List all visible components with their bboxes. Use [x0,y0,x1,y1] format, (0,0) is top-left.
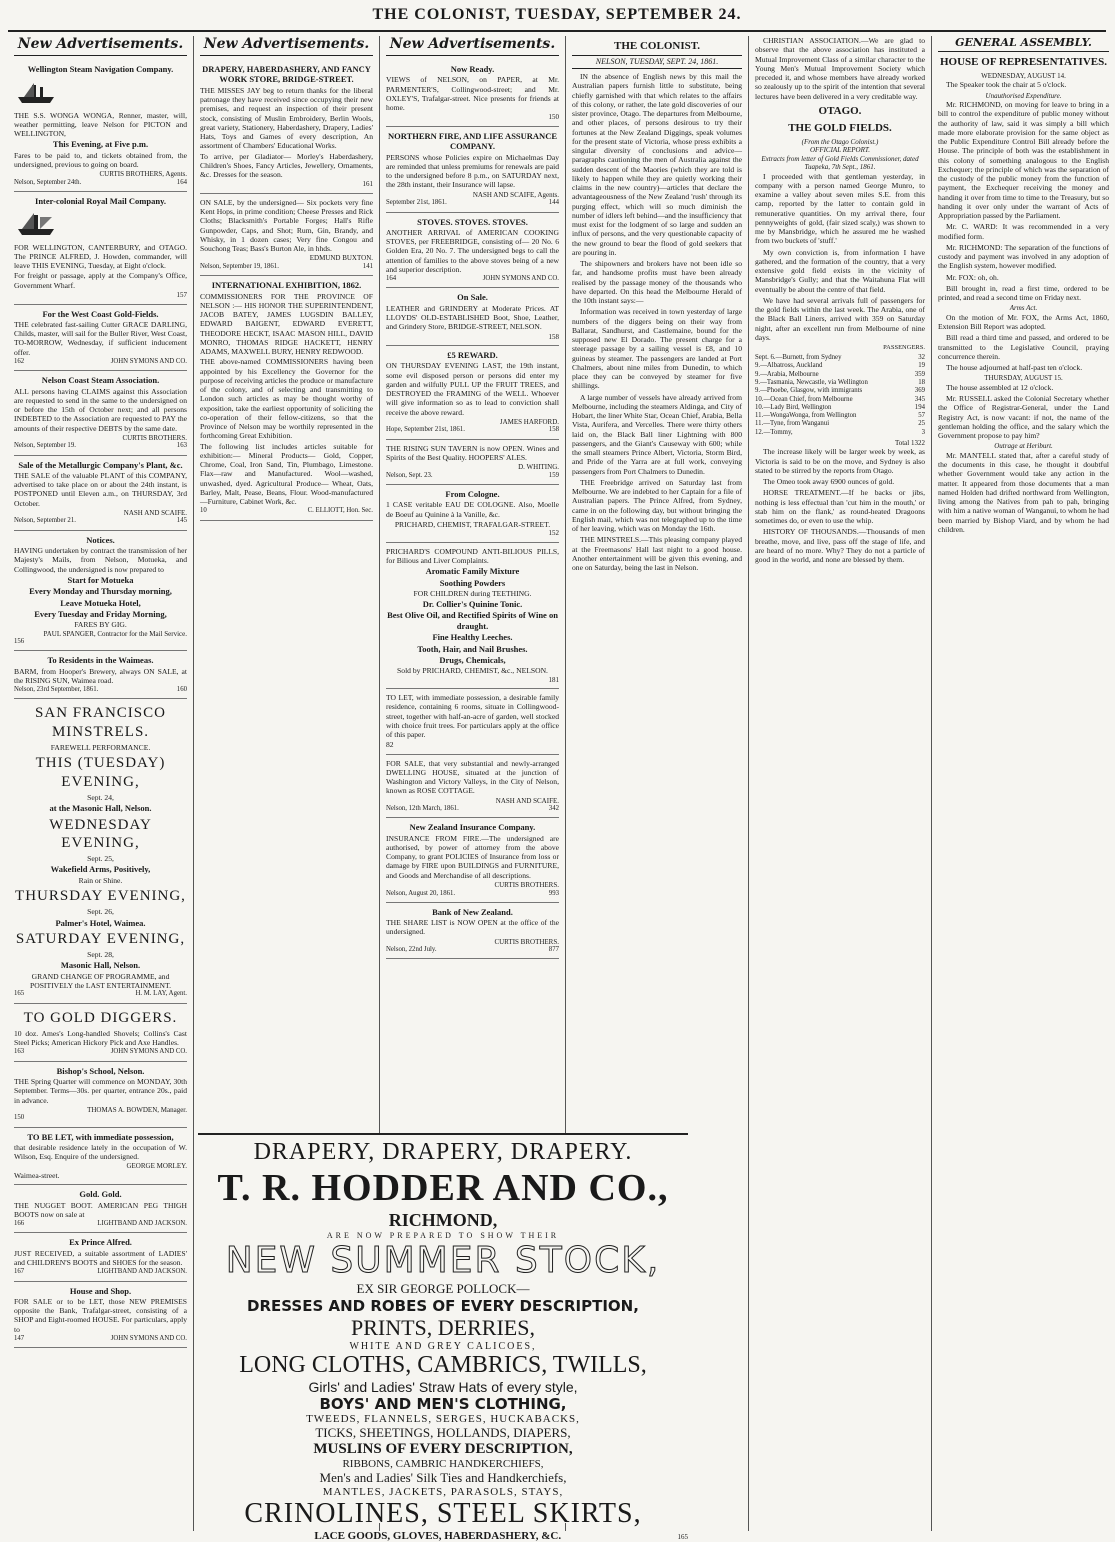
article-paragraph: The Omeo took away 6900 ounces of gold. [763,477,895,487]
passenger-count: 359 [914,370,925,378]
ad-title: DRAPERY, HABERDASHERY, AND FANCY WORK STORE, BRIDGE-STREET. [202,64,371,85]
ad-item-note: FOR CHILDREN during TEETHING. [413,588,532,598]
ad-body: VIEWS of NELSON, on PAPER, at Mr. PARMENTER'S, Collingwood-street; and Mr. OXLEY'S, Trafalgar-street. Nice presents for friends at home. [386,75,559,113]
ad-number: 167 [14,1268,25,1276]
ad-body: TO LET, with immediate possession, a desirable family residence, containing 6 rooms, situate in Collingwood-street, together with half-an-acre of garden, well stocked with choice fruit trees. For particulars apply at the office of this paper. [386,693,559,740]
ad-date: Hope, September 21st, 1861. [386,426,465,434]
ad-item: Soothing Powders [439,577,506,588]
passenger-route: 9.—Phoebe, Glasgow, with immigrants [755,387,863,395]
ad-reward [386,346,559,440]
event-day: WEDNESDAY EVENING, [49,816,152,851]
ad-body: THE SALE of the valuable PLANT of this COMPANY, advertised to take place on or about the 24th instant, is POSTPONED until Eleven a.m., on THURSDAY, 3rd October. [14,470,187,508]
article-paragraph: We have had several arrivals full of passengers for the gold fields within the last week. The Arabia, one of the Black Ball Liners, arrived with 359 on Saturday night, after an excellent run from Melbourne of nine days. [755,295,925,342]
ad-body: 1 CASE veritable EAU DE COLOGNE. Also, Moelle de Boeuf au Quinine à la Vanille, &c. [386,500,559,519]
editorial-title: THE COLONIST. [614,40,700,52]
ad-item: Aromatic Family Mixture [425,566,520,577]
ad-for-sale [386,755,559,819]
article-paragraph: My own conviction is, from information I have gathered, and the formation of the country, that a very extensive gold field exists in the vicinity of Mansbridge's Gully; and that the Waitahuna Flat will eventually be about the centre of that field. [755,247,925,294]
ad-body: ANOTHER ARRIVAL of AMERICAN COOKING STOVES, per FREEBRIDGE, consisting of— 20 No. 6 Golden Era, 20 No. 7. The undersigned begs to call the attention of families to the above stoves being of a new and superior description. [386,227,559,274]
ad-title: Wellington Steam Navigation Company. [27,64,174,75]
steamship-icon [14,209,58,237]
article-paragraph: THE MINSTRELS.—This pleasing company played at the Freemasons' Hall last night to a good house. Another entertainment will be given this evening, and one on Saturday, being the last in Nelson. [572,535,742,573]
ad-title: TO GOLD DIGGERS. [23,1009,178,1026]
ad-number: 158 [548,426,559,434]
passenger-count: 194 [914,403,925,411]
ad-body: THE S.S. WONGA WONGA, Renner, master, will, weather permitting, leave Nelson for PICTON and WELLINGTON, [14,110,187,139]
ad-number: 144 [548,199,559,207]
passenger-count: 19 [918,362,925,370]
ad-title: SAN FRANCISCO MINSTRELS. [35,705,166,740]
ad-date: September 21st, 1861. [386,199,447,207]
ad-item: Fine Healthy Leeches. [432,632,513,643]
ad-note: For freight or passage, apply at the Company's Office, Government Wharf. [14,271,187,290]
ad-title: Bank of New Zealand. [432,906,513,917]
ad-misses-jay [200,60,373,194]
ad-number: 145 [176,517,187,525]
article-paragraph: HISTORY OF THOUSANDS.—Thousands of men breathe, move, and live, pass off the stage of life, and are heard of no more. Why? They do not a particle of good in the world, and none are blessed by them. [755,527,925,565]
ad-west-coast [14,305,187,372]
event-date: Sept. 26, [87,907,114,917]
ad-date: Nelson, August 20, 1861. [386,889,456,897]
ad-agent: PAUL SPANGER, Contractor for the Mail Service. [43,629,187,638]
hodder-line: DRAPERY, DRAPERY, DRAPERY. [253,1139,633,1165]
hodder-line: CRINOLINES, STEEL SKIRTS, [244,1498,642,1529]
passenger-route: 9.—Albatross, Auckland [755,362,823,370]
ad-title: Inter-colonial Royal Mail Company. [35,196,166,207]
ad-agent: JOHN SYMONS AND CO. [482,275,559,283]
ad-title: New Zealand Insurance Company. [409,822,536,833]
ad-rising-sun [386,440,559,485]
ad-line: Every Monday and Thursday morning, [29,586,172,597]
ad-title: NORTHERN FIRE, AND LIFE ASSURANCE COMPANY. [387,130,558,152]
article-subhead: Unauthorised Expenditure. [985,91,1062,100]
ad-agent: CURTIS BROTHERS. [494,937,559,946]
passenger-count: 25 [918,420,925,428]
ad-body: THE Spring Quarter will commence on MONDAY, 30th September. Terms—30s. per quarter, entrance 20s., paid in advance. [14,1077,187,1105]
hodder-line: MUSLINS OF EVERY DESCRIPTION, [313,1441,573,1457]
hodder-line: TWEEDS, FLANNELS, SERGES, HUCKABACKS, [306,1413,580,1425]
ad-title: For the West Coast Gold-Fields. [42,308,159,319]
ad-number: 158 [548,332,559,341]
steamship-icon [14,77,58,105]
ad-number: 161 [362,180,373,189]
ad-body: THE RISING SUN TAVERN is now OPEN. Wines and Spirits of the Best Quality. HOOPERS' ALES. [386,443,559,462]
ad-date: Nelson, September 19. [14,442,76,450]
column-heading: New Advertisements. [386,36,559,56]
article-paragraph: Mr. RICHMOND, on moving for leave to bring in a bill to control the expenditure of public money without the authority of law, said it was simply a bill which made more elaborate provision for the same object as the Public Expenditure Control Bill already before the House. The principle of both was the establishment in this colony of something analogous to the English Exchequer; the principle of which was the separation of the custody of the public money from the function of payment, the Exchequer receiving the money and handing it over from time to time to the Treasury, but so handing it over only under the warrant of Acts of Appropriation passed by the Parliament. [938,100,1109,221]
ad-number: 165 [14,990,25,998]
article-paragraph: Mr. FOX: oh, oh. [946,272,999,282]
ad-body: THE MISSES JAY beg to return thanks for the liberal patronage they have received since occupying their new premises, and request an inspection of their present stock, consisting of Muslin Embroidery, Berlin Wools, great variety, Stationery, Haberdashery, Drapery, Ladies' Hats, Toys and Games of every description, An assortment of Chambers' Educational Works. [200,85,373,151]
ad-agent: H. M. LAY, Agent. [135,990,187,998]
passenger-count: 57 [918,412,925,420]
ad-title: £5 REWARD. [447,350,498,361]
ad-item: Tooth, Hair, and Nail Brushes. [417,643,528,654]
article-extract: Extracts from letter of Gold Fields Commissioner, dated Tuapeka, 7th Sept., 1861. [761,154,919,172]
passenger-route: 9.—Arabia, Melbourne [755,370,819,378]
event-note: POSITIVELY the LAST ENTERTAINMENT. [29,981,172,991]
ad-body: JUST RECEIVED, a suitable assortment of LADIES' and CHILDREN'S BOOTS and SHOES for the season. [14,1248,187,1267]
ad-body: ON SALE, by the undersigned— Six pockets very fine Kent Hops, in prime condition; Cheese Presses and Rick Cloths; Blacksmith's Portable Forges; Hall's Rifle Gunpowder, Caps, and Shot; Rum, Gin, Brandy, and Whisky, in 1 dozen cases; Very fine Congou and Souchong Teas; Bass's Burton Ale, in hhds. [200,197,373,254]
ad-note: Fares to be paid to, and tickets obtained from, the undersigned, previous to going on board. [14,150,187,170]
passenger-row [755,429,925,437]
hodder-line: LACE GOODS, GLOVES, HABERDASHERY, &C. [314,1530,562,1542]
ad-line: Leave Motueka Hotel, [60,597,141,608]
event-note: Rain or Shine. [78,875,123,885]
ad-title: TO BE LET, with immediate possession, [27,1131,174,1142]
ad-body: HAVING undertaken by contract the transmission of her Majesty's Mails, from Nelson, Motueka, and Collingwood, the undersigned is now prepared to [14,546,187,574]
article-subhead: Arms Act. [1009,304,1038,313]
column-heading: New Advertisements. [14,36,187,56]
column-general-assembly [932,36,1115,1531]
ad-metallurgic [14,456,187,531]
ad-royal-mail [14,192,187,304]
ad-agent: PRICHARD, CHEMIST, TRAFALGAR-STREET. [394,519,551,529]
ad-number: 993 [548,889,559,897]
ad-body: THE SHARE LIST is NOW OPEN at the office of the undersigned. [386,918,559,937]
ad-number: 10 [200,507,207,515]
ad-number: 160 [176,686,187,694]
passenger-route: 10.—Lady Bird, Wellington [755,403,832,411]
ad-date: Nelson, Sept. 23. [386,471,433,479]
ad-to-let [14,1128,187,1186]
ad-title: From Cologne. [445,489,500,500]
event-venue: Masonic Hall, Nelson. [60,960,141,971]
ad-nz-insurance [386,818,559,902]
ad-title: Gold. Gold. [79,1189,122,1200]
ad-agent: GEORGE MORLEY. [126,1162,187,1171]
ad-stoves [386,213,559,289]
passenger-row [755,354,925,362]
ad-number: 141 [362,262,373,270]
ad-body: THE NUGGET BOOT. AMERICAN PEG THIGH BOOTS now on sale at [14,1200,187,1219]
ad-line: Every Tuesday and Friday Morning, [34,608,167,619]
ad-international-exhibition [200,276,373,520]
passenger-route: 11.—WongaWonga, from Wellington [755,412,857,420]
ad-to-let-2 [386,689,559,755]
section-title: HOUSE OF REPRESENTATIVES. [940,56,1107,69]
ad-body: INSURANCE FROM FIRE.—The undersigned are authorised, by power of attorney from the above Company, to grant POLICIES of Insurance from loss or damage by FIRE upon BUILDINGS and FURNITURE, and Goods and Merchandise of all descriptions. [386,833,559,880]
ad-number: 147 [14,1334,25,1342]
hodder-firm: T. R. HODDER AND CO., [217,1167,669,1209]
ad-date: Nelson, September 24th. [14,178,82,186]
ad-ex-prince-alfred [14,1233,187,1281]
column-heading: GENERAL ASSEMBLY. [938,36,1109,52]
article-source: (From the Otago Colonist.) [801,137,879,146]
ad-number: 164 [176,178,187,186]
article-paragraph: IN the absence of English news by this mail the Australian papers furnish little to substitute, being chiefly garnished with that which relates to the affairs of this colony, or rather, the late gold discoveries of our sister province, Otago. The departures from Melbourne, and other places, of persons desirous to try their fortunes at the New Zealand Diggings, speak volumes for the present state of Victoria, whose press exhibits a singular diversity of conclusions and advice—paragraphs cautioning the men of Australia against the sudden descent of the Maories (which they are told is likely to happen while they are quietly working their claims in the new country)—articles that declare the advantageousness of the New Zealand 'rush' through its purging effect, which will so much diminish the number of idlers left behind—and the insufficiency that must exist for the lodgment of so large and sudden an influx of persons, and the very questionable capacity of the new ground to bear the flood of gold seekers that are pouring in. [572,72,742,257]
passenger-row [755,379,925,387]
passenger-row [755,387,925,395]
hodder-place: RICHMOND, [388,1210,498,1230]
ad-number: 82 [386,740,394,750]
ad-hodder-drapery [198,1133,688,1542]
ad-number: 164 [386,275,397,283]
section-title: OTAGO. [818,104,862,117]
article-title: THE GOLD FIELDS. [788,122,892,135]
article-paragraph: The shipowners and brokers have not been idle so far, and handsome profits must have been already realised by the passage money of the thousands who have departed. On this head the Melbourne Herald of the 10th instant says:— [572,259,742,306]
ad-prichard-cologne [386,485,559,543]
ad-date: Nelson, 12th March, 1861. [386,805,459,813]
article-paragraph: CHRISTIAN ASSOCIATION.—We are glad to observe that the above association has instituted a Mutual Improvement Class of a similar character to the Young Men's Mutual Improvement Society which preceded it, and whose members have already worked so zealously up to the spirit of the intention that several lectures have been delivered in a very creditable way. [755,36,925,101]
hodder-line: ARE NOW PREPARED TO SHOW THEIR [326,1231,560,1240]
article-paragraph: The house assembled at 12 o'clock. [946,382,1054,392]
ad-prichard-pills [386,543,559,689]
ad-body: FOR SALE or to be LET, those NEW PREMISES opposite the Bank, Trafalgar-street, consisting of a SHOP and Eight-roomed HOUSE. For particulars, apply to [14,1296,187,1334]
passenger-count: 369 [914,387,925,395]
article-paragraph: Bill read a third time and passed, and ordered to be transmitted to the Legislative Council, praying concurrence therein. [938,333,1109,361]
ad-agent: JAMES HARFORD. [499,417,559,426]
ad-number: 877 [548,946,559,954]
hodder-headline: NEW SUMMER STOCK, [225,1240,661,1281]
ad-gold-diggers [14,1004,187,1062]
passenger-route: 11.—Tyne, from Wanganui [755,420,830,428]
ad-number: 150 [548,113,559,122]
ad-agent: EDMUND BUXTON. [309,254,373,263]
hodder-line: LONG CLOTHS, CAMBRICS, TWILLS, [239,1352,647,1378]
ad-agent: CURTIS BROTHERS. [122,433,187,442]
ad-bank-nz [386,903,559,960]
ad-number: 156 [14,638,25,646]
ad-nelson-coast [14,371,187,455]
article-subhead: Outrage at Heriburt. [994,442,1053,451]
ad-date: Nelson, 23rd September, 1861. [14,686,99,694]
ad-agent: CURTIS BROTHERS, Agents. [99,170,187,179]
ad-title: Ex Prince Alfred. [69,1237,132,1248]
ad-number: 159 [548,471,559,479]
passenger-row [755,420,925,428]
masthead: THE COLONIST, TUESDAY, SEPTEMBER 24. [8,6,1106,32]
article-paragraph: Information was received in town yesterday of large numbers of the diggers being on their way from Ballarat, Sandhurst, and Castlemaine, bound for the supposed new El Dorado. The present charge for a steerage passage by a sailing vessel is £8, and 10 guineas by steamer. The passengers are landed at Port Chalmers, about nine miles from Dunedin, to which place they can be conveyed by steamer for five shillings. [572,307,742,391]
article-paragraph: Mr. MANTELL stated that, after a careful study of the documents in this case, he thought it doubtful whether Government would take any action in the matter. It appeared from those documents that a man named Holden had drifted northward from Wellington, living among the Natives from pah to pah, bringing with him a native woman of Wanganui, to whom he had been married by Bishop Viard, and by whom he had children. [938,450,1109,534]
event-venue: at the Masonic Hall, Nelson. [49,803,152,814]
ad-fares: FARES BY GIG. [74,620,127,630]
ad-body: BARM, from Hooper's Brewery, always ON SALE, at the RISING SUN, Waimea road. [14,666,187,685]
passenger-row [755,412,925,420]
ad-agent: NASH AND SCAIFE. [123,508,187,517]
event-venue: Wakefield Arms, Positively, [50,864,151,875]
ad-subtitle: FAREWELL PERFORMANCE. [50,743,151,753]
ad-title: STOVES. STOVES. STOVES. [417,216,528,227]
article-paragraph: The house adjourned at half-past ten o'clock. [946,363,1083,373]
hodder-line: MANTLES, JACKETS, PARASOLS, STAYS, [322,1486,564,1498]
ad-number: 165 [677,1533,688,1541]
ad-number: 157 [176,290,187,299]
passenger-count: 345 [914,395,925,403]
ad-northern-fire [386,127,559,213]
hodder-line: TICKS, SHEETINGS, HOLLANDS, DIAPERS, [315,1425,571,1440]
passenger-route: Sept. 6.—Burnett, from Sydney [755,354,842,362]
ad-time: This Evening, at Five p.m. [52,139,149,150]
ad-house-shop [14,1282,187,1349]
passenger-count: 18 [918,378,925,386]
ad-agent: NASH AND SCAIFE. [495,796,559,805]
column-news-otago [749,36,932,1531]
ad-number: 166 [14,1220,25,1228]
ad-title: Now Ready. [450,64,495,75]
ad-commissioners: COMMISSIONERS FOR THE PROVINCE OF NELSON :— HIS HONOR THE SUPERINTENDENT, JACOB BATEY, JAMES LUGSDIN BALLEY, EDWARD BAIGENT, EDWARD EVERETT, THEODORE HECKT, ISAAC MASON HILL, DAVID MONRO, THOMAS RIDGE HACKETT, HENRY ADAMS, MAXWELL BURY, HENRY REDWOOD. [200,291,373,356]
ad-place: Waimea-street. [14,1170,60,1180]
ad-agent: THOMAS A. BOWDEN, Manager. [87,1105,187,1114]
ad-buxton [200,194,373,276]
event-date: Sept. 28, [87,950,114,960]
ad-item: Dr. Collier's Quinine Tonic. [422,599,523,610]
ad-list: The following list includes articles suitable for exhibition:— Mineral Products— Gold, Copper, Chrome, Coal, Iron Sand, Tin, Plumbago, Limestone. Flax—raw and Manufactured. Wool—washed, unwashed, dyed. Agricultural Produce— Wheat, Oats, Barley, Malt, Pease, Beans, Flour. Wood-manufactured—Furniture, Cabinet Work, &c. [200,441,373,506]
ad-title: House and Shop. [69,1285,132,1296]
hodder-line: WHITE AND GREY CALICOES, [349,1341,537,1352]
session-date: THURSDAY, AUGUST 15. [984,374,1063,383]
event-date: Sept. 24, [87,792,114,802]
ad-date: Nelson, September 21. [14,517,76,525]
editorial-dateline: NELSON, TUESDAY, SEPT. 24, 1861. [572,55,742,69]
ad-body: FOR WELLINGTON, CANTERBURY, and OTAGO. The PRINCE ALFRED, J. Howden, commander, will leave THIS EVENING, Tuesday, at Eight o'clock. [14,242,187,271]
passenger-total: Total 1322 [894,438,925,447]
hodder-line: PRINTS, DERRIES, [351,1315,535,1340]
ad-body: THE above-named COMMISSIONERS having been appointed by his Excellency the Governor for the purpose of receiving articles the produce or manufacture of the colony, and of selecting and transmitting to London such articles as may be thought worthy of exposition, take the earliest opportunity of soliciting the co-operation of their fellow-citizens, so that the Province of Nelson may be worthily represented in the forthcoming Great Exhibition. [200,357,373,441]
passenger-row [755,404,925,412]
session-date: WEDNESDAY, AUGUST 14. [981,71,1066,80]
passengers-heading: PASSENGERS. [883,344,925,352]
ad-item: Drugs, Chemicals, [439,654,506,665]
article-paragraph: The Speaker took the chair at 5 o'clock. [946,80,1067,90]
ad-agent: JOHN SYMONS AND CO. [110,1048,187,1056]
ad-agent: C. ELLIOTT, Hon. Sec. [307,507,373,515]
ad-body: FOR SALE, that very substantial and newly-arranged DWELLING HOUSE, situated at the junction of Washington and Victory Valleys, in the City of Nelson, known as ROSE COTTAGE. [386,758,559,796]
ad-line: Start for Motueka [67,574,134,585]
ad-body: ALL persons having CLAIMS against this Association are requested to send in the same to the undersigned on or before the 15th of October next; and all persons INDEBTED to the Association are requested to PAY the amounts of their respective DEBTS by the same date. [14,386,187,433]
ad-agent: LIGHTBAND AND JACKSON. [97,1220,187,1228]
passenger-row [755,362,925,370]
ad-agent: D. WHITING. [518,463,559,472]
ad-number: 163 [176,442,187,450]
ad-number: 181 [548,675,559,684]
ad-date: Nelson, 22nd July. [386,946,437,954]
hodder-line: Men's and Ladies' Silk Ties and Handkerchiefs, [319,1470,567,1485]
event-day: SATURDAY EVENING, [15,930,186,947]
ad-item: Best Olive Oil, and Rectified Spirits of Wine on draught. [387,610,558,631]
passenger-route: 9.—Tasmania, Newcastle, via Wellington [755,378,868,386]
passenger-row [755,371,925,379]
column-advertisements-1 [8,36,194,1531]
article-paragraph: Mr. RICHMOND: The separation of the functions of custody and payment was involved in any adoption of the English system, however modified. [938,242,1109,271]
ad-minstrels [14,699,187,1003]
ad-agent: LIGHTBAND AND JACKSON. [97,1268,187,1276]
ad-body: To arrive, per Gladiator— Morley's Haberdashery, Children's Shoes, Fancy Articles, Jewellery, Ornaments, &c. Dresses for the season. [200,151,373,180]
article-subhead: OFFICIAL REPORT. [809,146,870,155]
ad-number: 150 [14,1114,25,1122]
ad-body: THE celebrated fast-sailing Cutter GRACE DARLING, Childs, master, will sail for the Buller River, West Coast, TO-MORROW, Wednesday, if sufficient inducement offer. [14,319,187,357]
hodder-line: EX SIR GEORGE POLLOCK— [356,1281,530,1296]
ad-notices [14,531,187,652]
article-paragraph: THE Freebridge arrived on Saturday last from Melbourne. We are indebted to her Captain for a file of Australian papers. The Prince Alfred, from Sydney, came in on the following day, but without bringing the English mail, which was not telegraphed up to the time of her leaving, which was on Monday the 16th. [572,477,742,534]
ad-title: Notices. [86,534,115,545]
article-paragraph: Mr. C. WARD: It was recommended in a very modified form. [938,222,1109,241]
ad-number: 162 [14,357,25,365]
ad-body: ON THURSDAY EVENING LAST, the 19th instant, some evil disposed person or persons did enter my garden and wilfully PULL UP the FRUIT TREES, and DESTROYED the FRAMING of the WELL. Whoever will give information so as to lead to conviction shall receive the above reward. [386,361,559,417]
ad-title: To Residents in the Waimeas. [47,655,154,666]
ad-waimeas [14,651,187,699]
passenger-row [755,396,925,404]
article-paragraph: The increase likely will be larger week by week, as Victoria is said to be on the move, and Sydney is also stated to be stirred by the reports from Otago. [755,447,925,475]
event-note: GRAND CHANGE OF PROGRAMME, and [31,971,170,981]
article-paragraph: HORSE TREATMENT.—If he backs or jibs, nothing is less effectual than 'cut him in the mouth,' or stab him on the flank,' as round-heated Dragoons sometimes do, or even to use the whip. [755,488,925,526]
article-paragraph: A large number of vessels have already arrived from Melbourne, including the steamers Aldinga, and City of Hobart, the liner White Star, Ocean Chief, Arabia, Bella Vista, Aurifera, and Vercelles. There were thirty others laid on, the Black Ball liner Lightning with 800 passengers, and the Giant's Causeway with 600; while the small steamers Prince Albert, Victoria, Storm Bird, and Pride of the Yarra are at full work, conveying passengers from Port Chalmers to Dunedin. [572,392,742,476]
article-paragraph: Mr. RUSSELL asked the Colonial Secretary whether the Office of Registrar-General, under the Land Registry Act, is now vacant: if not, the name of the gentleman holding the office, and the salary which the Government propose to pay him? [938,394,1109,441]
ad-date: Nelson, September 19, 1861. [200,262,279,270]
ad-body: LEATHER and GRINDERY at Moderate Prices. AT LLOYDS' OLD-ESTABLISHED Boot, Shoe, Leather, and Grindery Store, BRIDGE-STREET, NELSON. [386,303,559,332]
hodder-line: DRESSES AND ROBES OF EVERY DESCRIPTION, [247,1297,639,1315]
event-day: THURSDAY EVENING, [15,887,186,904]
ad-title: INTERNATIONAL EXHIBITION, 1862. [211,280,362,291]
ad-views [386,60,559,127]
passenger-count: 3 [921,428,925,436]
ad-title: Nelson Coast Steam Association. [41,375,160,386]
ad-bishops-school [14,1062,187,1128]
ad-agent: Sold by PRICHARD, CHEMIST, &c., NELSON. [397,666,548,676]
ad-body: that desirable residence lately in the occupation of W. Wilson, Esq. Enquire of the undersigned. [14,1142,187,1162]
ad-agent: JOHN SYMONS AND CO. [110,1334,187,1342]
ad-title: Bishop's School, Nelson. [56,1065,145,1076]
event-venue: Palmer's Hotel, Waimea. [55,917,146,928]
hodder-line: BOYS' AND MEN'S CLOTHING, [319,1395,567,1413]
ad-agent: NASH AND SCAIFE, Agents. [472,190,559,199]
ad-gold-boots [14,1185,187,1233]
ad-agent: CURTIS BROTHERS. [494,880,559,889]
event-date: Sept. 25, [87,854,114,864]
ad-body: 10 doz. Ames's Long-handled Shovels; Collins's Cast Steel Picks; American Hickory Pick and Axe Handles. [14,1028,187,1048]
event-day: THIS (TUESDAY) EVENING, [35,755,166,790]
hodder-line: RIBBONS, CAMBRIC HANDKERCHIEFS, [342,1458,544,1470]
passenger-route: 12.—Tommy, [755,428,793,436]
ad-title: Sale of the Metallurgic Company's Plant, &c. [18,459,183,470]
ad-agent: JOHN SYMONS AND CO. [110,357,187,365]
ad-wellington-steam [14,60,187,192]
ad-body: PERSONS whose Policies expire on Michaelmas Day are reminded that unless premiums for renewals are paid to the undersigned before 8 p.m., on SATURDAY next, the 28th instant, their Insurance will lapse. [386,152,559,190]
ad-title: On Sale. [457,292,488,303]
passenger-table [755,354,925,437]
hodder-line: Girls' and Ladies' Straw Hats of every style, [308,1379,578,1395]
article-paragraph: Bill brought in, read a first time, ordered to be printed, and read a second time on Friday next. [938,283,1109,303]
ad-number: 163 [14,1048,25,1056]
ad-number: 152 [548,529,559,538]
passenger-count: 32 [918,354,925,362]
ad-number: 342 [548,805,559,813]
article-paragraph: I proceeded with that gentleman yesterday, in company with a person named George Munro, to examine a valley about seven miles S.E. from this camp, reported by the latter to contain gold in remunerative quantities. On my arrival there, four pennyweights of gold, (fair sized scaly,) was shown to me by Mansbridge, which he assured me he washed from two buckets of 'stuff.' [755,171,925,246]
ad-body: PRICHARD'S COMPOUND ANTI-BILIOUS PILLS, for Bilious and Liver Complaints. [386,546,559,565]
ad-leather [386,288,559,346]
column-heading: New Advertisements. [200,36,373,56]
article-paragraph: On the motion of Mr. FOX, the Arms Act, 1860, Extension Bill Report was adopted. [938,312,1109,332]
passenger-route: 10.—Ocean Chief, from Melbourne [755,395,853,403]
